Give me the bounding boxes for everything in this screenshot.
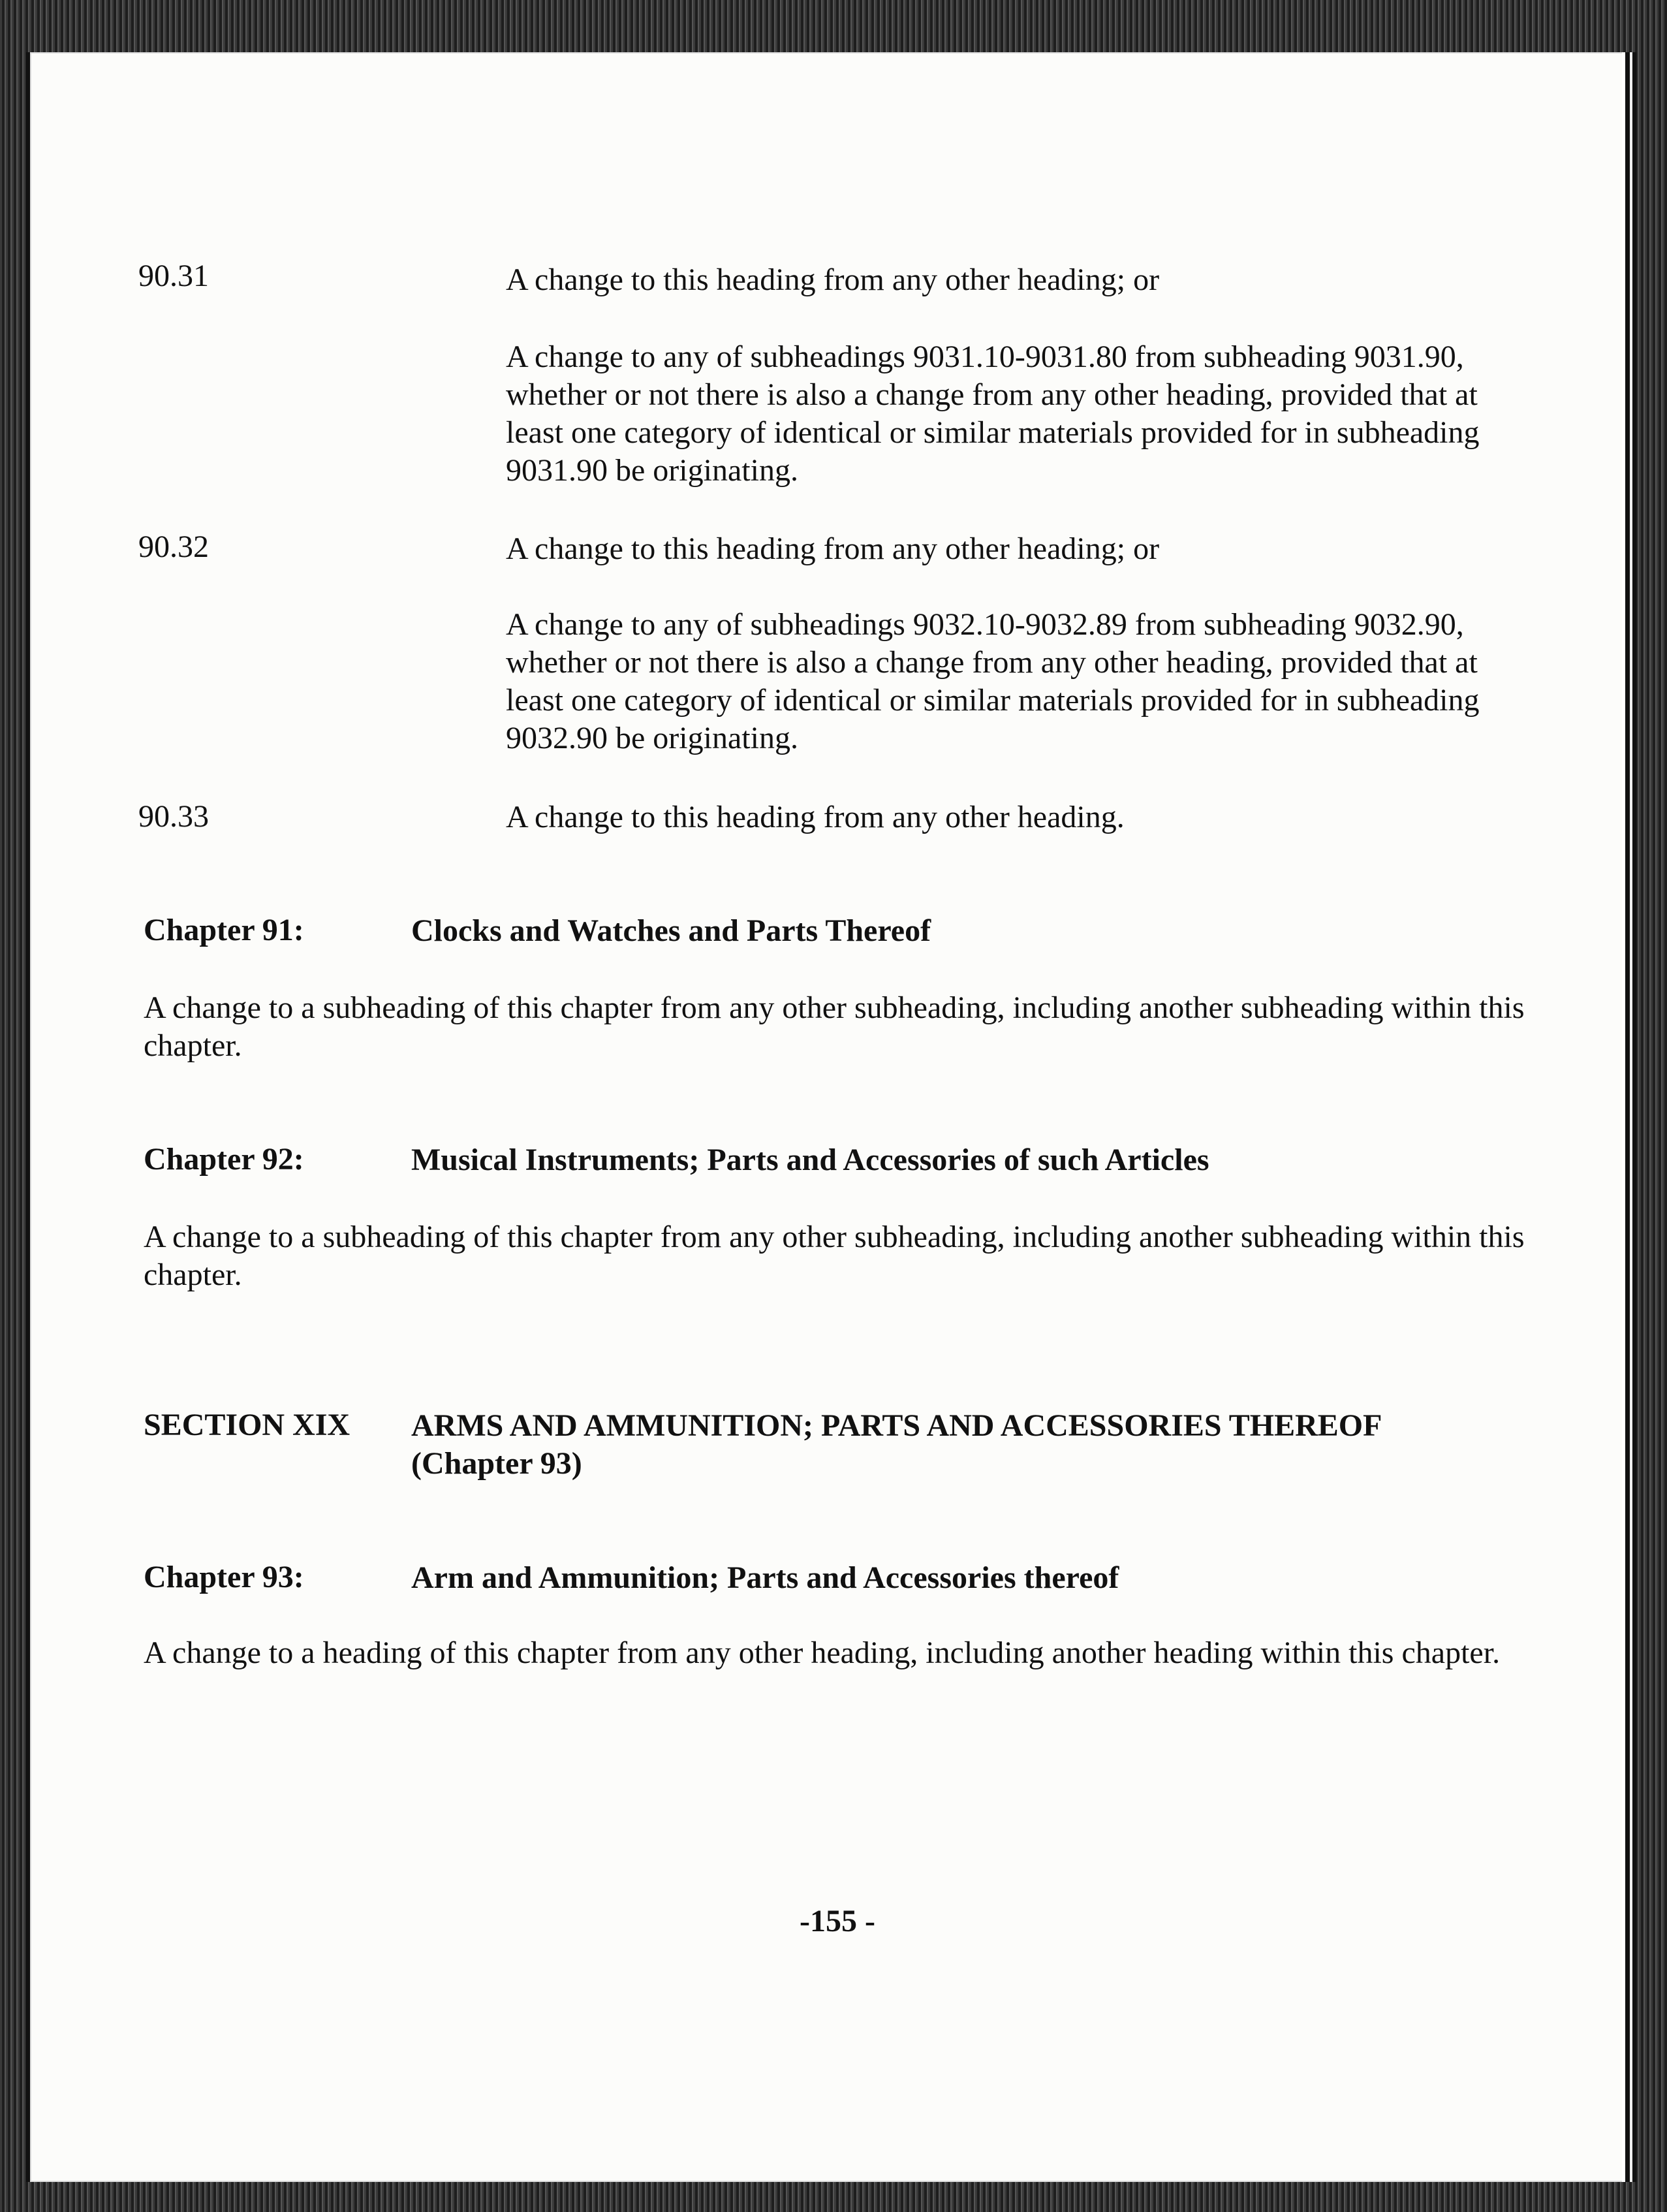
heading-number: 90.32 (138, 529, 209, 564)
rule-text: A change to this heading from any other heading. (506, 800, 1125, 834)
section-subtitle: (Chapter 93) (411, 1446, 582, 1481)
section-title: ARMS AND AMMUNITION; PARTS AND ACCESSORIES THEREOF (411, 1408, 1382, 1443)
page-number: -155 - (800, 1904, 875, 1938)
section-label: SECTION XIX (144, 1408, 351, 1442)
rule-text: A change to any of subheadings 9032.10-9032.89 from subheading 9032.90, whether or not there is also a change from any other heading, provided that at least one category of identical or similar materials provided for in subheading 9032.90 be originating. (506, 607, 1480, 755)
chapter-label: Chapter 91: (144, 913, 304, 947)
chapter-rule: A change to a subheading of this chapter from any other subheading, including another subheading within this chapter. (144, 1220, 1525, 1292)
page-right-edge (1622, 52, 1636, 2182)
rule-text: A change to any of subheadings 9031.10-9031.80 from subheading 9031.90, whether or not there is also a change from any other heading, provided that at least one category of identical or similar materials provided for in subheading 9031.90 be originating. (506, 340, 1480, 488)
rule-text: A change to this heading from any other heading; or (506, 262, 1160, 297)
chapter-title: Musical Instruments; Parts and Accessories of such Articles (411, 1143, 1209, 1177)
heading-number: 90.31 (138, 259, 209, 293)
chapter-title: Arm and Ammunition; Parts and Accessories thereof (411, 1560, 1119, 1595)
heading-number: 90.33 (138, 799, 209, 834)
chapter-rule: A change to a heading of this chapter from any other heading, including another heading within this chapter. (144, 1635, 1501, 1670)
chapter-label: Chapter 92: (144, 1142, 304, 1177)
rule-text: A change to this heading from any other heading; or (506, 531, 1160, 566)
chapter-rule: A change to a subheading of this chapter from any other subheading, including another subheading within this chapter. (144, 990, 1525, 1063)
chapter-title: Clocks and Watches and Parts Thereof (411, 913, 931, 948)
chapter-label: Chapter 93: (144, 1560, 304, 1594)
